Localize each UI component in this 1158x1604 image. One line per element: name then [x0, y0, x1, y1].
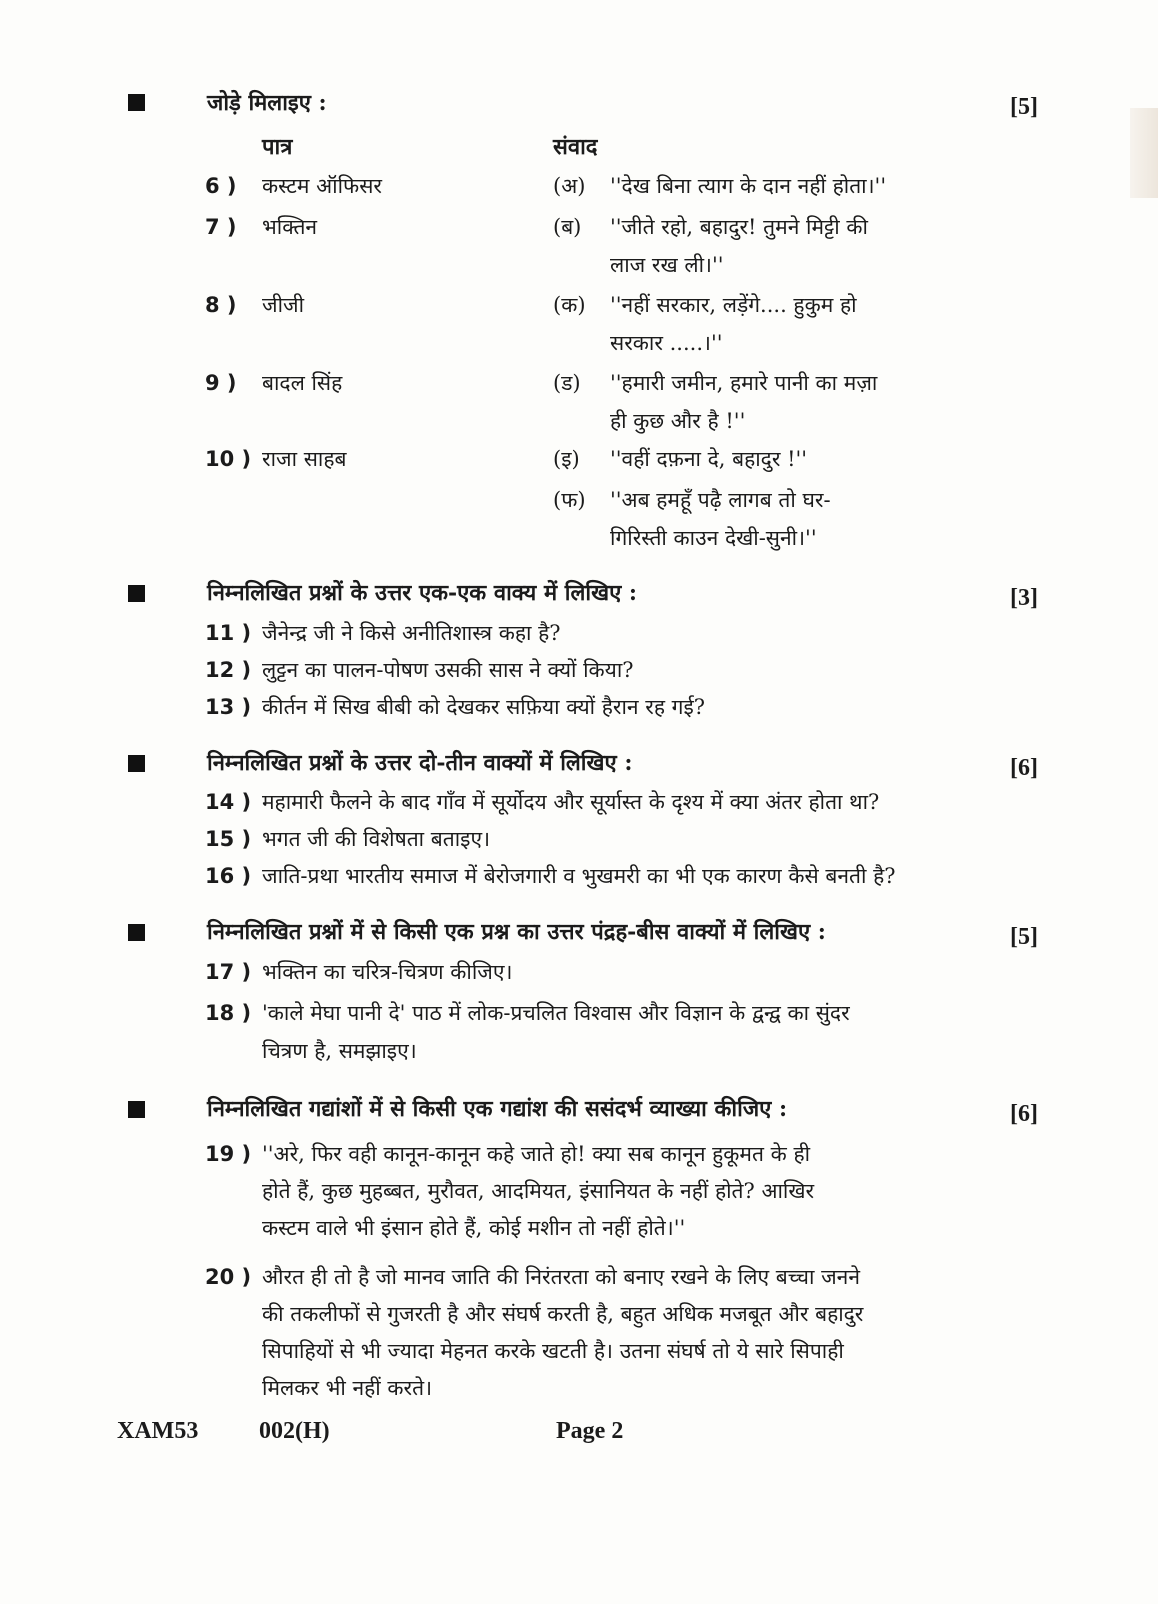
page-edge-shadow	[1130, 108, 1158, 198]
section-bullet	[128, 755, 145, 772]
character-name: कस्टम ऑफिसर	[262, 174, 383, 198]
dialogue-text: ''वहीं दफ़ना दे, बहादुर !''	[610, 447, 808, 471]
section2-heading: निम्नलिखित प्रश्नों के उत्तर एक-एक वाक्य में लिखिए :	[207, 580, 638, 606]
paper-code: 002(H)	[259, 1418, 330, 1444]
section2-marks: [3]	[1010, 585, 1038, 611]
dialogue-label: (क)	[553, 293, 586, 317]
dialogue-label: (ब)	[553, 215, 582, 239]
question-number: 17 )	[205, 960, 252, 984]
passage-line: सिपाहियों से भी ज्यादा मेहनत करके खटती है। उतना संघर्ष तो ये सारे सिपाही	[262, 1339, 844, 1363]
item-number: 8 )	[205, 293, 237, 317]
section1-heading: जोड़े मिलाइए :	[207, 90, 327, 116]
section4-heading: निम्नलिखित प्रश्नों में से किसी एक प्रश्न का उत्तर पंद्रह-बीस वाक्यों में लिखिए :	[207, 919, 826, 945]
question-number: 11 )	[205, 621, 252, 645]
question-text: जाति-प्रथा भारतीय समाज में बेरोजगारी व भुखमरी का भी एक कारण कैसे बनती है?	[262, 864, 896, 888]
question-text-continued: चित्रण है, समझाइए।	[262, 1039, 417, 1063]
passage-line: होते हैं, कुछ मुहब्बत, मुरौवत, आदमियत, इंसानियत के नहीं होते? आखिर	[262, 1179, 815, 1203]
dialogue-text-continued: लाज रख ली।''	[610, 253, 724, 277]
dialogue-text-continued: ही कुछ और है !''	[610, 409, 746, 433]
section5-marks: [6]	[1010, 1101, 1038, 1127]
dialogue-label: (ड)	[553, 371, 581, 395]
character-name: राजा साहब	[262, 447, 347, 471]
passage-line: औरत ही तो है जो मानव जाति की निरंतरता को बनाए रखने के लिए बच्चा जनने	[262, 1265, 860, 1289]
dialogue-text-continued: सरकार .....।''	[610, 331, 723, 355]
section-bullet	[128, 94, 145, 111]
item-number: 7 )	[205, 215, 237, 239]
question-number: 13 )	[205, 695, 252, 719]
item-number: 6 )	[205, 174, 237, 198]
section4-marks: [5]	[1010, 924, 1038, 950]
dialogue-text: ''जीते रहो, बहादुर! तुमने मिट्टी की	[610, 215, 868, 239]
character-name: बादल सिंह	[262, 371, 343, 395]
question-number: 18 )	[205, 1001, 252, 1025]
dialogue-label: (अ)	[553, 174, 586, 198]
dialogue-text: ''अब हमहूँ पढ़ै लागब तो घर-	[610, 488, 831, 512]
section-bullet	[128, 1101, 145, 1118]
exam-code: XAM53	[117, 1418, 199, 1444]
character-name: भक्तिन	[262, 215, 318, 239]
section-bullet	[128, 924, 145, 941]
question-number: 19 )	[205, 1142, 252, 1166]
item-number: 10 )	[205, 447, 252, 471]
question-number: 14 )	[205, 790, 252, 814]
dialogue-text: ''नहीं सरकार, लड़ेंगे.... हुकुम हो	[610, 293, 857, 317]
question-number: 12 )	[205, 658, 252, 682]
section-bullet	[128, 585, 145, 602]
question-text: लुट्टन का पालन-पोषण उसकी सास ने क्यों किया?	[262, 658, 634, 682]
question-text: भक्तिन का चरित्र-चित्रण कीजिए।	[262, 960, 513, 984]
section3-heading: निम्नलिखित प्रश्नों के उत्तर दो-तीन वाक्यों में लिखिए :	[207, 750, 633, 776]
passage-line: की तकलीफों से गुजरती है और संघर्ष करती है, बहुत अधिक मजबूत और बहादुर	[262, 1302, 864, 1326]
character-name: जीजी	[262, 293, 305, 317]
question-number: 16 )	[205, 864, 252, 888]
question-text: भगत जी की विशेषता बताइए।	[262, 827, 491, 851]
question-text: महामारी फैलने के बाद गाँव में सूर्योदय और सूर्यास्त के दृश्य में क्या अंतर होता था?	[262, 790, 880, 814]
dialogue-text: ''देख बिना त्याग के दान नहीं होता।''	[610, 174, 887, 198]
question-text: कीर्तन में सिख बीबी को देखकर सफ़िया क्यों हैरान रह गई?	[262, 695, 706, 719]
section5-heading: निम्नलिखित गद्यांशों में से किसी एक गद्यांश की ससंदर्भ व्याख्या कीजिए :	[207, 1096, 788, 1122]
dialogue-text-continued: गिरिस्ती काउन देखी-सुनी।''	[610, 526, 817, 550]
passage-line: ''अरे, फिर वही कानून-कानून कहे जाते हो! क्या सब कानून हुकूमत के ही	[262, 1142, 811, 1166]
column-header-dialogues: संवाद	[553, 134, 598, 160]
dialogue-text: ''हमारी जमीन, हमारे पानी का मज़ा	[610, 371, 878, 395]
item-number: 9 )	[205, 371, 237, 395]
page-number: Page 2	[556, 1418, 624, 1444]
question-text: जैनेन्द्र जी ने किसे अनीतिशास्त्र कहा है?	[262, 621, 561, 645]
question-number: 15 )	[205, 827, 252, 851]
passage-line: मिलकर भी नहीं करते।	[262, 1376, 433, 1400]
dialogue-label: (फ)	[553, 488, 586, 512]
column-header-characters: पात्र	[262, 134, 293, 160]
section1-marks: [5]	[1010, 94, 1038, 120]
section3-marks: [6]	[1010, 755, 1038, 781]
question-text: 'काले मेघा पानी दे' पाठ में लोक-प्रचलित विश्वास और विज्ञान के द्वन्द्व का सुंदर	[262, 1001, 850, 1025]
question-number: 20 )	[205, 1265, 252, 1289]
dialogue-label: (इ)	[553, 447, 580, 471]
passage-line: कस्टम वाले भी इंसान होते हैं, कोई मशीन तो नहीं होते।''	[262, 1216, 686, 1240]
